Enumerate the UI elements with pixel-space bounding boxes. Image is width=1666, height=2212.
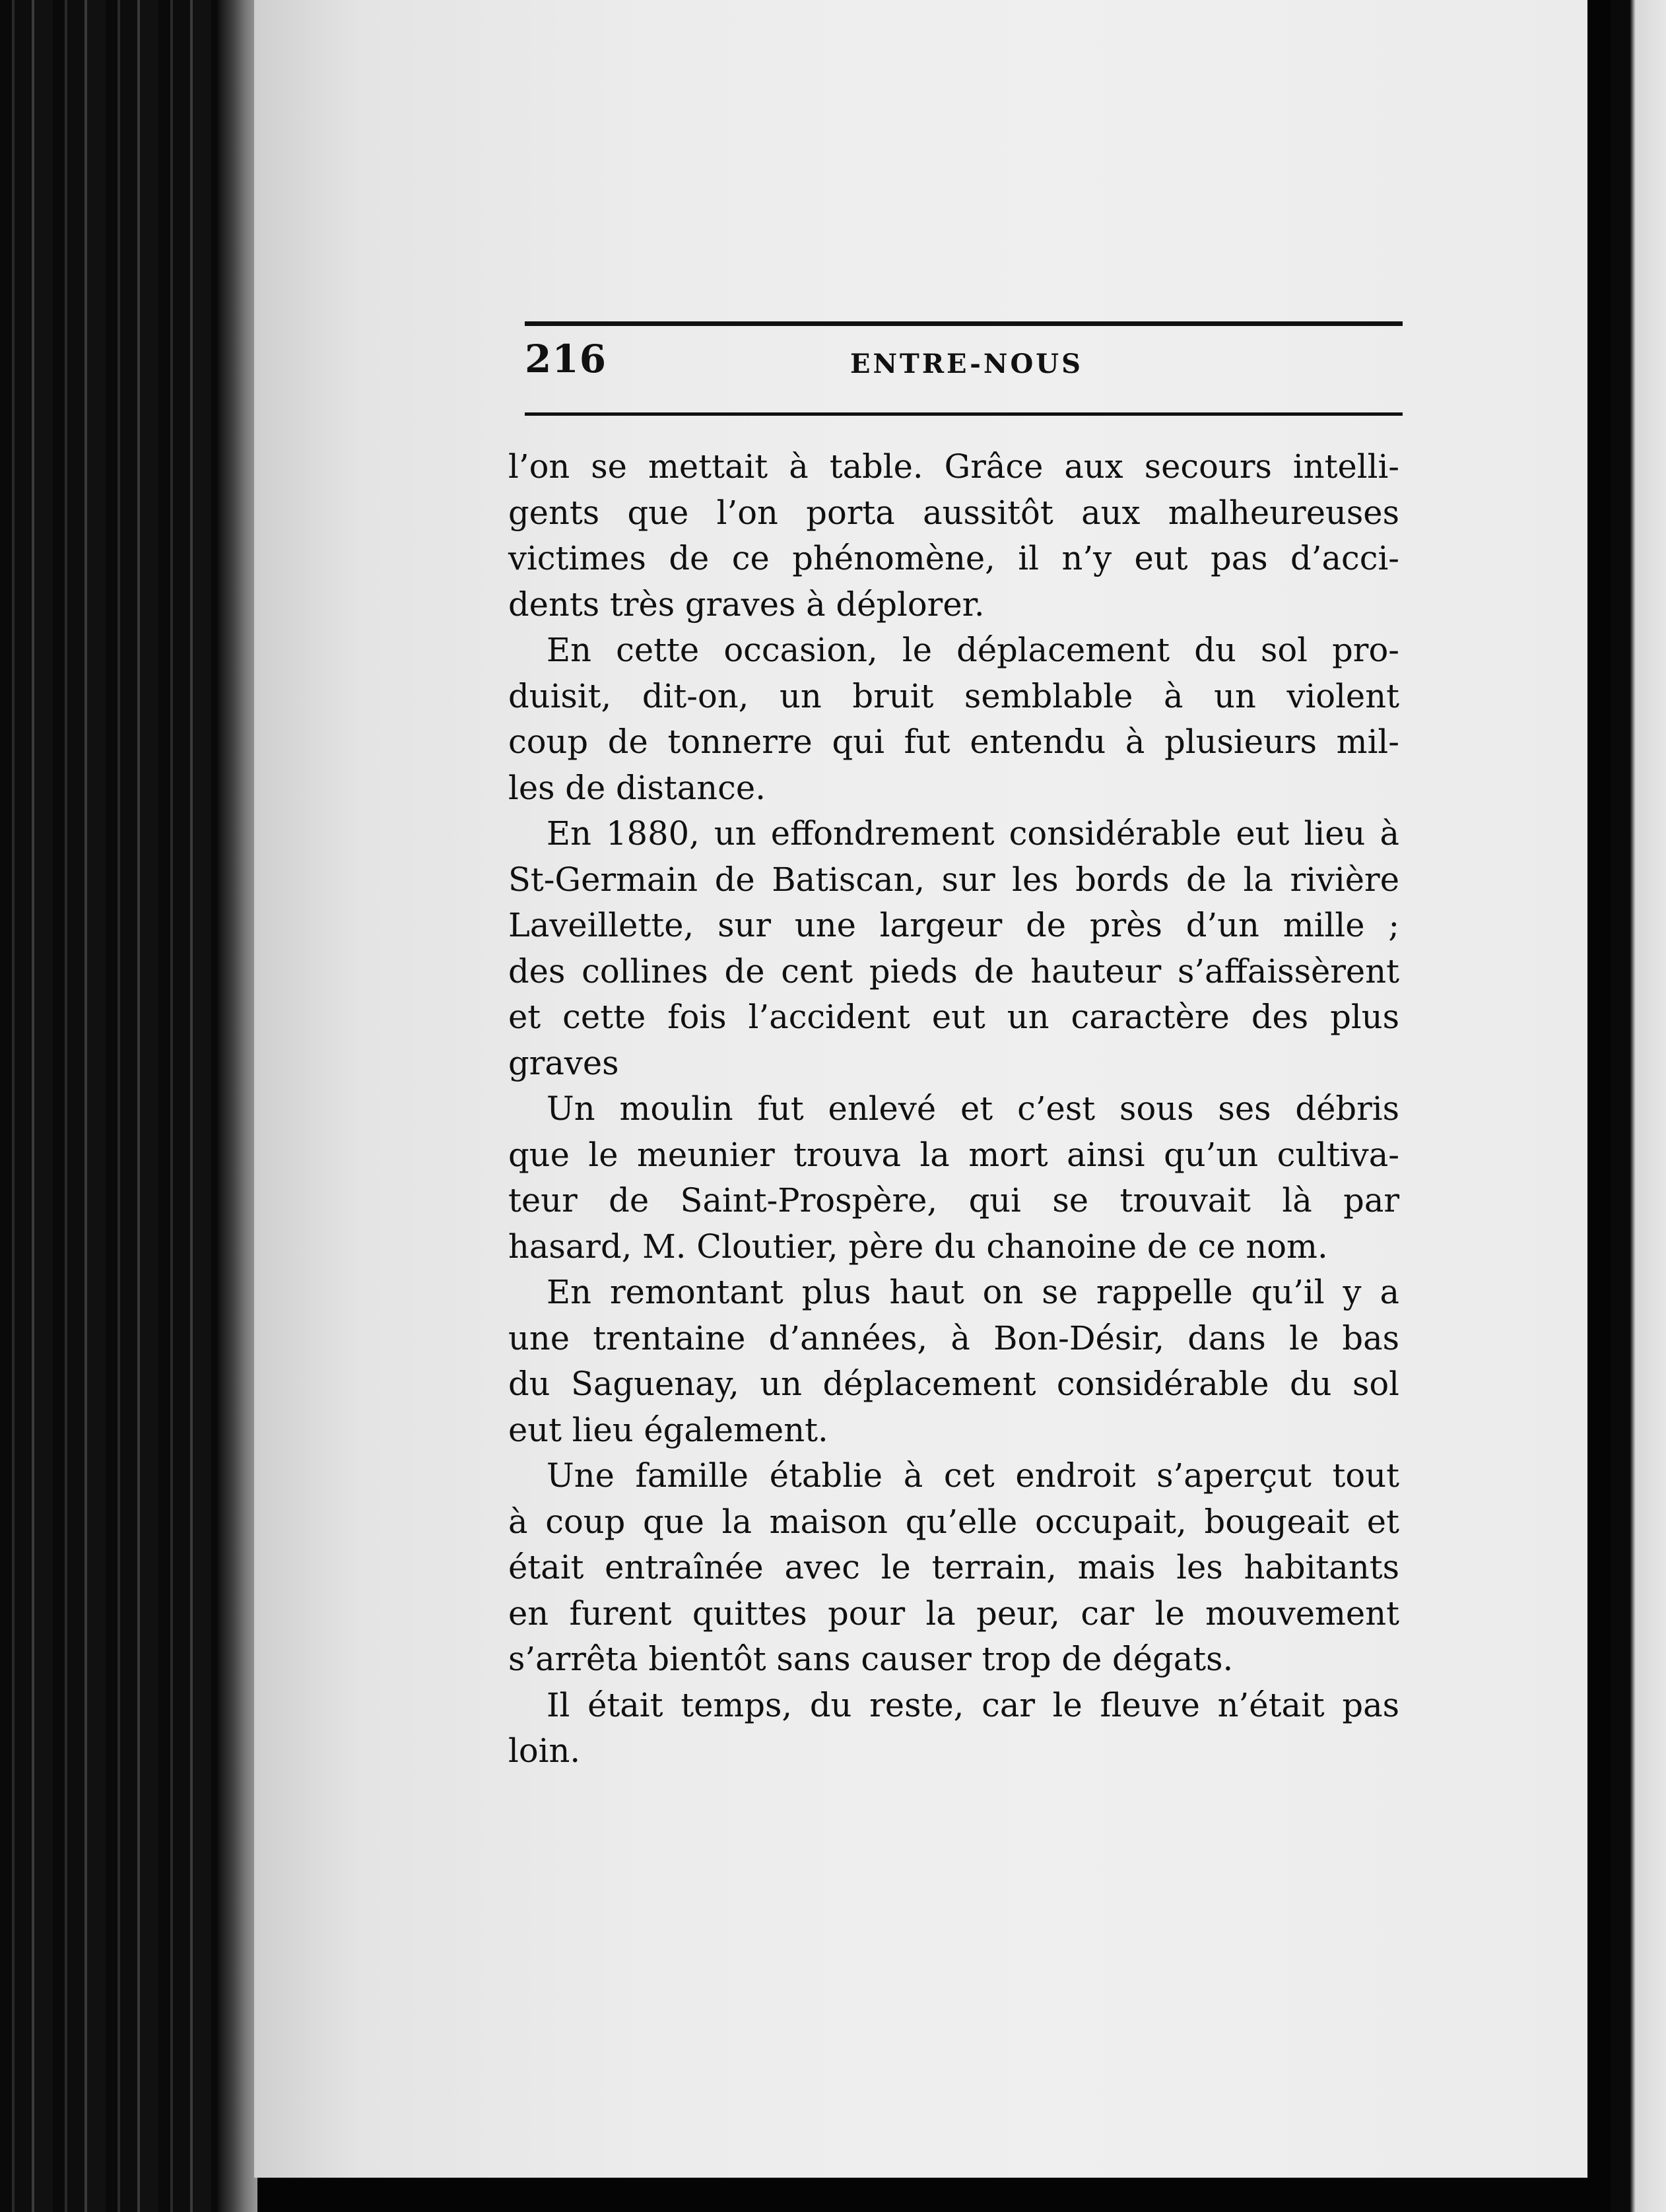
paragraph xyxy=(508,1086,1399,1270)
text-line: eut lieu également. xyxy=(508,1410,828,1449)
text-line: teur de Saint-Prospère, qui se trouvait là par xyxy=(508,1181,1399,1220)
text-line: Il était temps, du reste, car le fleuve n’était pas xyxy=(547,1685,1399,1724)
header-rule-top xyxy=(525,321,1403,326)
text-line: Un moulin fut enlevé et c’est sous ses débris xyxy=(547,1090,1399,1128)
paragraph xyxy=(508,811,1399,1086)
paragraph xyxy=(508,1683,1399,1774)
page-number: 216 xyxy=(525,337,607,381)
text-line: hasard, M. Cloutier, père du chanoine de ce nom. xyxy=(508,1227,1328,1266)
text-line: l’on se mettait à table. Grâce aux secours intelli- xyxy=(508,447,1399,486)
text-line: graves xyxy=(508,1043,619,1082)
binding-edge xyxy=(218,0,257,2212)
running-head: ENTRE-NOUS xyxy=(850,348,1084,379)
paragraph xyxy=(508,1453,1399,1683)
text-line: En 1880, un effondrement considérable eut lieu à xyxy=(547,814,1399,853)
text-line: gents que l’on porta aussitôt aux malheureuses xyxy=(508,493,1399,532)
paragraph xyxy=(508,628,1399,811)
text-line: coup de tonnerre qui fut entendu à plusieurs mil- xyxy=(508,723,1399,761)
text-line: loin. xyxy=(508,1732,581,1770)
page-header xyxy=(525,337,1403,389)
text-line: Une famille établie à cet endroit s’aperçut tout xyxy=(547,1456,1399,1495)
next-page-edge xyxy=(1611,0,1666,2212)
text-line: que le meunier trouva la mort ainsi qu’un cultiva- xyxy=(508,1135,1399,1174)
text-line: et cette fois l’accident eut un caractère des plus xyxy=(508,998,1399,1036)
text-line: les de distance. xyxy=(508,768,766,807)
text-line: duisit, dit-on, un bruit semblable à un violent xyxy=(508,676,1399,715)
text-line: St-Germain de Batiscan, sur les bords de la rivière xyxy=(508,860,1399,899)
text-line: En cette occasion, le déplacement du sol pro- xyxy=(547,631,1399,669)
text-line: était entraînée avec le terrain, mais les habitants xyxy=(508,1548,1399,1586)
text-line: En remontant plus haut on se rappelle qu’il y a xyxy=(547,1273,1399,1311)
paragraph xyxy=(508,1270,1399,1453)
text-line: une trentaine d’années, à Bon-Désir, dans le bas xyxy=(508,1318,1399,1357)
text-line: en furent quittes pour la peur, car le mouvement xyxy=(508,1594,1399,1633)
header-rule-bottom xyxy=(525,412,1403,416)
text-line: victimes de ce phénomène, il n’y eut pas d’acci- xyxy=(508,539,1399,577)
paragraph xyxy=(508,444,1399,628)
text-line: à coup que la maison qu’elle occupait, bougeait et xyxy=(508,1502,1399,1541)
text-line: Laveillette, sur une largeur de près d’un mille ; xyxy=(508,906,1399,944)
text-line: dents très graves à déplorer. xyxy=(508,585,985,624)
text-line: s’arrêta bientôt sans causer trop de dégats. xyxy=(508,1640,1234,1678)
text-line: du Saguenay, un déplacement considérable du sol xyxy=(508,1365,1399,1403)
body-text xyxy=(508,444,1399,1774)
text-line: des collines de cent pieds de hauteur s’affaissèrent xyxy=(508,952,1399,991)
